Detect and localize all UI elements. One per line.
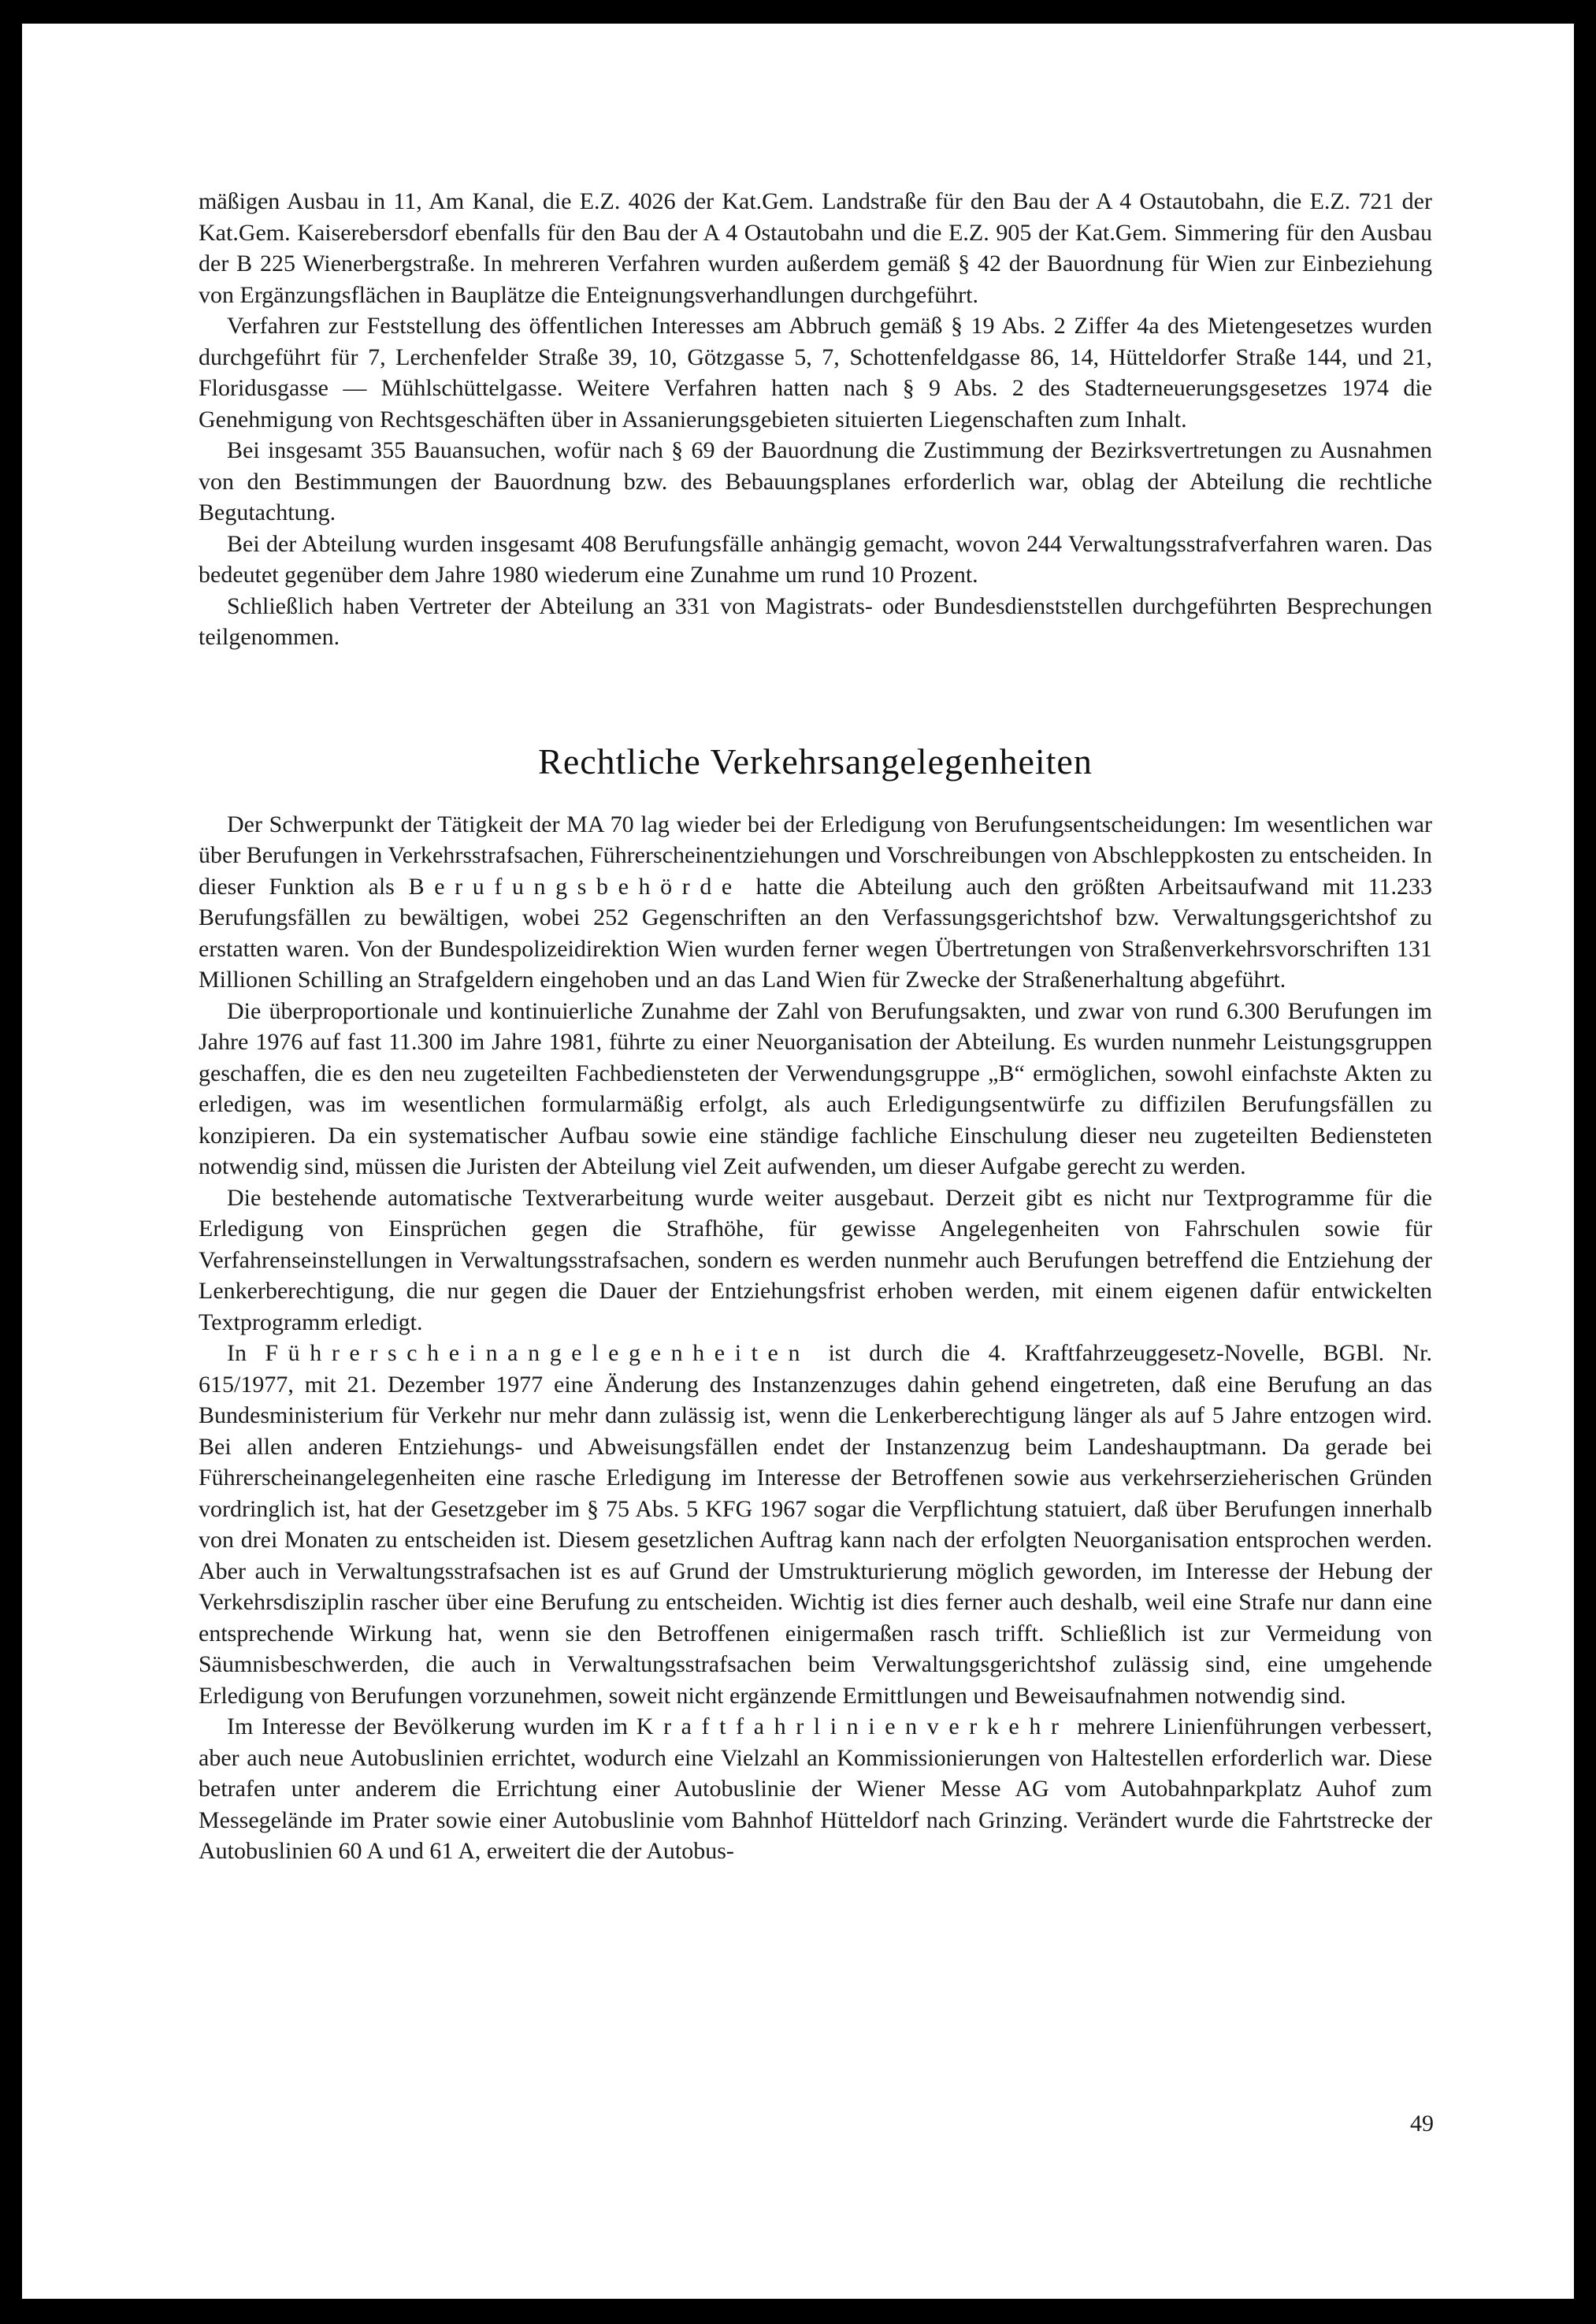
page-sheet: [22, 24, 1574, 2299]
text-run: Der Schwerpunkt der Tätigkeit der MA 70 lag wieder bei der Erledigung von Berufungsentscheidungen: Im wesentlichen war über Berufungen in Verkehrsstrafsachen, Führerscheinentziehungen und Vorschreibungen von Abschleppkosten zu entscheiden. In dieser Funktion als: [199, 811, 1432, 900]
emphasized-term: Führerscheinangelegenheiten: [265, 1340, 811, 1366]
paragraph: Verfahren zur Feststellung des öffentlichen Interesses am Abbruch gemäß § 19 Abs. 2 Ziffer 4a des Mietengesetzes wurden durchgeführt für 7, Lerchenfelder Straße 39, 10, Götzgasse 5, 7, Schottenfeldgasse 86, 14, Hütteldorfer Straße 144, und 21, Floridusgasse — Mühlschüttelgasse. Weitere Verfahren hatten nach § 9 Abs. 2 des Stadterneuerungsgesetzes 1974 die Genehmigung von Rechtsgeschäften über in Assanierungsgebieten situierten Liegenschaften zum Inhalt.: [199, 313, 1432, 433]
text-run: ist durch die 4. Kraftfahrzeuggesetz-Novelle, BGBl. Nr. 615/1977, mit 21. Dezember 1977 eine Änderung des Instanzenzuges dahin gehend eingetreten, daß eine Berufung an das Bundesministerium für Verkehr nur mehr dann zulässig ist, wenn die Lenkerberechtigung länger als auf 5 Jahre entzogen wird. Bei allen anderen Entziehungs- und Abweisungsfällen endet der Instanzenzug beim Landeshauptmann. Da gerade bei Führerscheinangelegenheiten eine rasche Erledigung im Interesse der Betroffenen sowie aus verkehrserzieherischen Gründen vordringlich ist, hat der Gesetzgeber im § 75 Abs. 5 KFG 1967 sogar die Verpflichtung statuiert, daß über Berufungen innerhalb von drei Monaten zu entscheiden ist. Diesem gesetzlichen Auftrag kann nach der erfolgten Neuorganisation entsprochen werden. Aber auch in Verwaltungsstrafsachen ist es auf Grund der Umstrukturierung möglich geworden, im Interesse der Hebung der Verkehrsdisziplin rascher über eine Berufung zu entscheiden. Wichtig ist dies ferner auch deshalb, weil eine Strafe nur dann eine entsprechende Wirkung hat, wenn sie den Betroffenen einigermaßen rasch trifft. Schließlich ist zur Vermeidung von Säumnisbeschwerden, die auch in Verwaltungsstrafsachen beim Verwaltungsgerichtshof zulässig sind, eine umgehende Erledigung von Berufungen vorzunehmen, soweit nicht ergänzende Ermittlungen und Beweisaufnahmen notwendig sind.: [199, 1340, 1433, 1709]
paragraph: mäßigen Ausbau in 11, Am Kanal, die E.Z. 4026 der Kat.Gem. Landstraße für den Bau der A 4 Ostautobahn, die E.Z. 721 der Kat.Gem. Kaiserebersdorf ebenfalls für den Bau der A 4 Ostautobahn und die E.Z. 905 der Kat.Gem. Simmering für den Ausbau der B 225 Wienerbergstraße. In mehreren Verfahren wurden außerdem gemäß § 42 der Bauordnung für Wien zur Einbeziehung von Ergänzungsflächen in Bauplätze die Enteignungsverhandlungen durchgeführt.: [199, 188, 1432, 308]
paragraph: Bei der Abteilung wurden insgesamt 408 Berufungsfälle anhängig gemacht, wovon 244 Verwaltungsstrafverfahren waren. Das bedeutet gegenüber dem Jahre 1980 wiederum eine Zunahme um rund 10 Prozent.: [199, 530, 1432, 588]
paragraph: Schließlich haben Vertreter der Abteilung an 331 von Magistrats- oder Bundesdienststellen durchgeführten Besprechungen teilgenommen.: [199, 592, 1432, 650]
paragraph: Die überproportionale und kontinuierliche Zunahme der Zahl von Berufungsakten, und zwar von rund 6.300 Berufungen im Jahre 1976 auf fast 11.300 im Jahre 1981, führte zu einer Neuorganisation der Abteilung. Es wurden nunmehr Leistungsgruppen geschaffen, die es den neu zugeteilten Fachbediensteten der Verwendungsgruppe „B“ ermöglichen, sowohl einfachste Akten zu erledigen, was im wesentlichen formularmäßig erfolgt, als auch Erledigungsentwürfe zu diffizilen Berufungsfällen zu konzipieren. Da ein systematischer Aufbau sowie eine ständige fachliche Einschulung dieser neu zugeteilten Bediensteten notwendig sind, müssen die Juristen der Abteilung viel Zeit aufwenden, um dieser Aufgabe gerecht zu werden.: [199, 997, 1432, 1179]
section-gap: [199, 653, 1432, 740]
text-run: mehrere Linienführungen verbessert, aber auch neue Autobuslinien errichtet, wodurch eine Vielzahl an Kommissionierungen von Haltestellen erforderlich war. Diese betrafen unter anderem die Errichtung einer Autobuslinie der Wiener Messe AG vom Autobahnparkplatz Auhof zum Messegelände im Prater sowie einer Autobuslinie vom Bahnhof Hütteldorf nach Grinzing. Verändert wurde die Fahrtstrecke der Autobuslinien 60 A und 61 A, erweitert die der Autobus-: [199, 1713, 1433, 1864]
text-run: hatte die Abteilung auch den größten Arbeitsaufwand mit 11.233 Berufungsfällen zu bewältigen, wobei 252 Gegenschriften an den Verfassungsgerichtshof bzw. Verwaltungsgerichtshof zu erstatten waren. Von der Bundespolizeidirektion Wien wurden ferner wegen Übertretungen von Straßenverkehrsvorschriften 131 Millionen Schilling an Strafgeldern eingehoben und an das Land Wien für Zwecke der Straßenerhaltung abgeführt.: [199, 873, 1433, 993]
paragraph: [199, 1338, 1432, 1711]
paragraph: Bei insgesamt 355 Bauansuchen, wofür nach § 69 der Bauordnung die Zustimmung der Bezirksvertretungen zu Ausnahmen von den Bestimmungen der Bauordnung bzw. des Bebauungsplanes erforderlich war, oblag der Abteilung die rechtliche Begutachtung.: [199, 437, 1432, 525]
paragraph: [199, 809, 1432, 996]
text-run: Im Interesse der Bevölkerung wurden im: [227, 1713, 628, 1739]
emphasized-term: Berufungsbehörde: [408, 873, 742, 900]
page-number: 49: [1410, 2111, 1434, 2137]
section-heading: Rechtliche Verkehrsangelegenheiten: [538, 741, 1093, 781]
emphasized-term: Kraftfahrlinienverkehr: [636, 1713, 1069, 1739]
page-body: [199, 186, 1432, 1867]
text-run: In: [227, 1340, 247, 1366]
paragraph: Die bestehende automatische Textverarbeitung wurde weiter ausgebaut. Derzeit gibt es nicht nur Textprogramme für die Erledigung von Einsprüchen gegen die Strafhöhe, für gewisse Angelegenheiten von Fahrschulen sowie für Verfahrenseinstellungen in Verwaltungsstrafsachen, sondern es werden nunmehr auch Berufungen betreffend die Entziehung der Lenkerberechtigung, die nur gegen die Dauer der Entziehungsfrist erhoben werden, mit einem eigenen dafür entwickelten Textprogramm erledigt.: [199, 1184, 1432, 1335]
paragraph: [199, 1711, 1432, 1867]
